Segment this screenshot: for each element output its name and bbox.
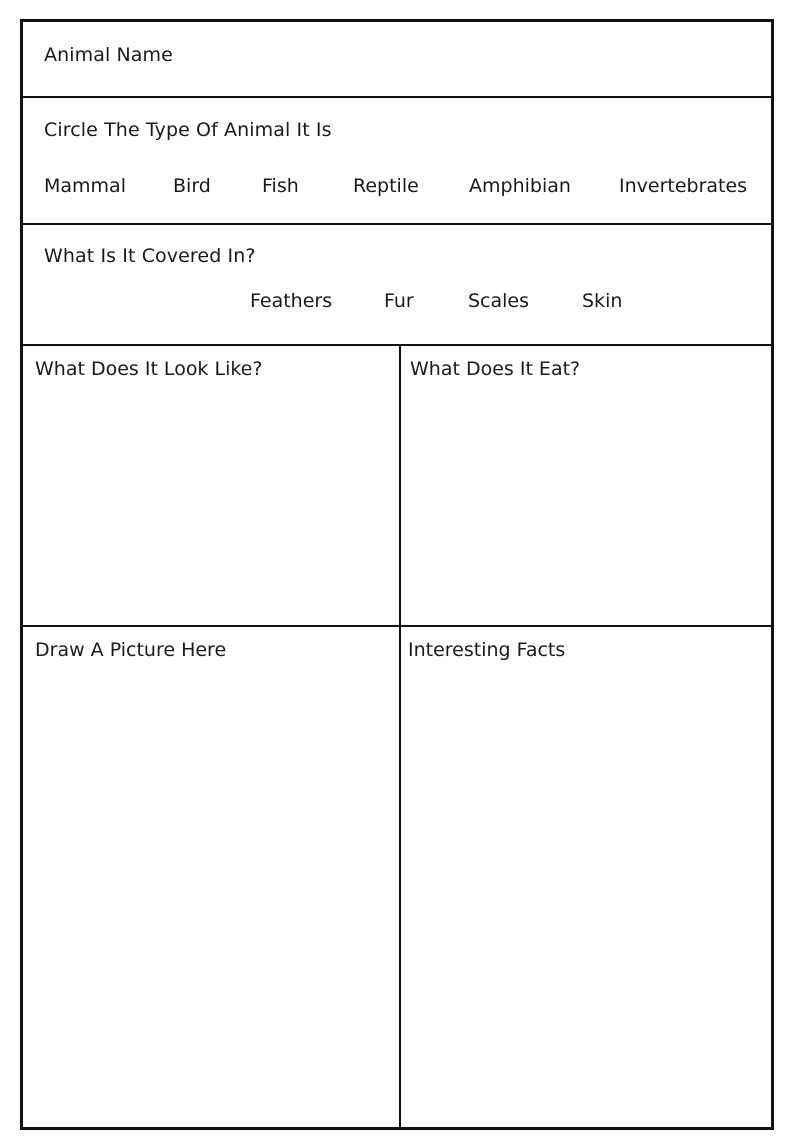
covering-section — [23, 225, 771, 346]
option-amphibian[interactable]: Amphibian — [469, 175, 571, 197]
worksheet-border — [20, 19, 774, 1130]
covering-prompt: What Is It Covered In? — [44, 245, 256, 267]
grid-horizontal-divider — [23, 625, 771, 627]
animal-name-label: Animal Name — [44, 44, 173, 66]
option-fur[interactable]: Fur — [384, 290, 414, 312]
looks-box-label: What Does It Look Like? — [35, 358, 263, 380]
animal-type-prompt: Circle The Type Of Animal It Is — [44, 119, 332, 141]
option-scales[interactable]: Scales — [468, 290, 530, 312]
eats-box-label: What Does It Eat? — [410, 358, 581, 380]
drawing-box-label: Draw A Picture Here — [35, 639, 227, 661]
option-skin[interactable]: Skin — [582, 290, 623, 312]
facts-box-label: Interesting Facts — [408, 639, 566, 661]
option-bird[interactable]: Bird — [173, 175, 211, 197]
option-invertebrates[interactable]: Invertebrates — [619, 175, 748, 197]
grid-vertical-divider — [399, 346, 401, 1127]
animal-type-section — [23, 98, 771, 225]
option-mammal[interactable]: Mammal — [44, 175, 126, 197]
option-feathers[interactable]: Feathers — [250, 290, 333, 312]
option-fish[interactable]: Fish — [262, 175, 299, 197]
animal-name-section[interactable] — [23, 22, 771, 98]
answer-boxes-grid — [23, 346, 771, 1127]
option-reptile[interactable]: Reptile — [353, 175, 419, 197]
